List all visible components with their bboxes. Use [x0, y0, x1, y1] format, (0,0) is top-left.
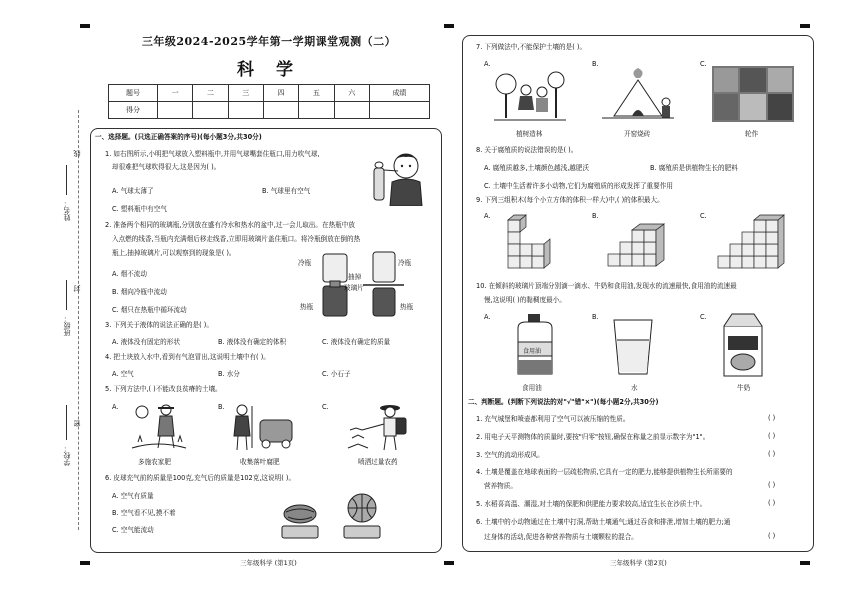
margin-label-seal: 封 [73, 285, 81, 292]
score-table-header-row [109, 85, 430, 102]
margin-label-line: 线 [73, 150, 81, 157]
q1-option-c[interactable]: C. 塑料瓶中有空气 [112, 205, 167, 213]
q1-option-b[interactable]: B. 气球里有空气 [262, 187, 311, 195]
q9-text: 9. 下列三组积木(每个小立方体的体积一样大)中,( )的体积最大。 [476, 196, 664, 204]
judgement-answer-5[interactable]: ( ) [768, 499, 776, 507]
judgement-item-4-cont: 营养物质。 [484, 482, 517, 490]
score-cell[interactable] [158, 102, 193, 119]
q6-text: 6. 皮球充气前的质量是100克,充气后的质量是102克,这说明( )。 [105, 474, 296, 482]
binding-dashed-line [78, 110, 79, 530]
score-table-score-row [109, 102, 430, 119]
q10-water-glass-illustration [612, 318, 654, 376]
table-cell: 六 [334, 85, 369, 102]
margin-label-name: 姓名： [63, 200, 71, 221]
q10-option-c[interactable]: C. [700, 313, 707, 321]
q7-option-c[interactable]: C. [700, 60, 707, 68]
q8-option-a[interactable]: A. 腐殖质越多,土壤颜色越浅,越肥沃 [484, 164, 590, 172]
q10-caption-a: 食用油 [522, 384, 542, 392]
registration-mark-top-right [800, 24, 810, 28]
name-underline[interactable] [66, 165, 67, 195]
section1-heading: 一、选择题。(只选正确答案的序号)(每小题3分,共30分) [95, 133, 262, 141]
table-cell: 五 [299, 85, 334, 102]
q1-option-a[interactable]: A. 气球太薄了 [112, 187, 154, 195]
q2-option-a[interactable]: A. 烟不流动 [112, 270, 147, 278]
q10-text-line1: 10. 在倾斜的玻璃片顶端分别滴一滴水、牛奶和食用油,发现水的流速最快,食用油的流速最 [476, 282, 737, 290]
q10-caption-b: 水 [631, 384, 638, 392]
table-cell: 二 [193, 85, 228, 102]
q6-option-b[interactable]: B. 空气看不见,摸不着 [112, 509, 176, 517]
q9-blocks-b-illustration [604, 218, 676, 274]
judgement-item-2: 2. 用电子天平测物体的质量时,要按"归零"按钮,确保在称量之前显示数字为"1"。 [476, 433, 710, 441]
q4-text: 4. 把土块放入水中,看到有气泡冒出,这说明土壤中有( )。 [105, 353, 270, 361]
q9-option-b[interactable]: B. [592, 212, 599, 220]
q2-label-cold-right: 冷瓶 [398, 259, 412, 267]
judgement-answer-6[interactable]: ( ) [768, 532, 776, 540]
q10-option-a[interactable]: A. [484, 313, 491, 321]
exam-title: 三年级2024-2025学年第一学期课堂观测（二） [141, 35, 397, 48]
judgement-item-4: 4. 土壤是覆盖在地球表面的一层疏松物质,它具有一定的肥力,能够提供植物生长所需要的 [476, 468, 733, 476]
q6-option-c[interactable]: C. 空气能流动 [112, 526, 154, 534]
q9-option-c[interactable]: C. [700, 212, 707, 220]
judgement-answer-3[interactable]: ( ) [768, 450, 776, 458]
q8-text: 8. 关于腐殖质的说法错误的是( )。 [476, 146, 578, 154]
table-cell: 一 [158, 85, 193, 102]
q6-inflated-ball-scale-illustration [340, 490, 384, 540]
q5-option-b[interactable]: B. [218, 403, 225, 411]
judgement-item-6: 6. 土壤中的小动物通过在土壤中打洞,帮助土壤通气;通过吞食和排泄,增加土壤的肥力;通 [476, 518, 731, 526]
margin-label-school: 学校： [63, 445, 71, 466]
registration-mark-top-left [80, 24, 90, 28]
judgement-answer-2[interactable]: ( ) [768, 432, 776, 440]
margin-label-class: 班级： [63, 315, 71, 336]
q2-text-line2: 入点燃的线香,当瓶内充满烟后移走线香,立即用玻璃片盖住瓶口。将冷瓶倒放在倒的热 [112, 235, 361, 243]
q7-caption-a: 植树造林 [516, 130, 543, 138]
q6-deflated-ball-scale-illustration [278, 494, 322, 540]
q10-cooking-oil-bottle-illustration [510, 312, 560, 378]
q9-option-a[interactable]: A. [484, 212, 491, 220]
judgement-item-5: 5. 水稻喜高温、潮湿,对土壤的保肥和供肥能力要求较高,适宜生长在沙质土中。 [476, 500, 707, 508]
q4-option-b[interactable]: B. 水分 [218, 370, 240, 378]
q7-option-b[interactable]: B. [592, 60, 599, 68]
judgement-answer-1[interactable]: ( ) [768, 414, 776, 422]
table-cell: 得分 [109, 102, 158, 119]
margin-label-secret: 密 [73, 420, 81, 427]
page1-footer: 三年级科学 (第1页) [240, 559, 297, 567]
q3-option-b[interactable]: B. 液体没有确定的体积 [218, 338, 287, 346]
q5-text: 5. 下列方法中,( )不能改良贫瘠的土壤。 [105, 385, 222, 393]
judgement-item-1: 1. 充气城堡和喷壶都利用了空气可以被压缩的性质。 [476, 415, 630, 423]
judgement-item-3: 3. 空气的流动形成风。 [476, 451, 544, 459]
q5-caption-c: 喷洒过量农药 [358, 458, 398, 466]
table-cell: 成绩 [369, 85, 429, 102]
q2-label-glass: 玻璃片 [344, 284, 364, 292]
q10-text-line2: 慢,这说明( )的黏稠度最小。 [484, 296, 566, 304]
table-cell: 题号 [109, 85, 158, 102]
score-cell[interactable] [263, 102, 298, 119]
subject-title: 科 学 [237, 60, 301, 80]
q10-milk-carton-illustration [718, 312, 768, 378]
q2-label-remove: 抽掉 [348, 273, 362, 281]
q7-caption-c: 轮作 [745, 130, 759, 138]
q7-brick-kiln-illustration [600, 66, 676, 122]
q1-text-line2: 却很难把气球吹得很大,这是因为( )。 [112, 163, 221, 171]
q3-text: 3. 下列关于液体的说法正确的是( )。 [105, 321, 213, 329]
registration-mark-top-center [444, 24, 454, 28]
q9-blocks-c-illustration [714, 212, 788, 274]
score-cell[interactable] [369, 102, 429, 119]
q10-option-b[interactable]: B. [592, 313, 599, 321]
judgement-answer-4[interactable]: ( ) [768, 481, 776, 489]
q2-label-hot-right: 热瓶 [400, 303, 414, 311]
q7-text: 7. 下列做法中,不能保护土壤的是( )。 [476, 43, 587, 51]
registration-mark-bottom-right [800, 561, 810, 565]
q4-option-c[interactable]: C. 小石子 [322, 370, 351, 378]
school-underline[interactable] [66, 405, 67, 440]
q2-label-cold-left: 冷瓶 [298, 259, 312, 267]
page2-footer: 三年级科学 (第2页) [610, 559, 667, 567]
q1-boy-balloon-illustration [368, 148, 430, 206]
section2-heading: 二、判断题。(判断下列说法的对"√"错"×")(每小题2分,共30分) [468, 398, 659, 406]
judgement-item-6-cont: 过身体的活动,促进各种营养物质与土壤颗粒的混合。 [484, 533, 638, 541]
score-cell[interactable] [334, 102, 369, 119]
q2-label-hot-left: 热瓶 [300, 303, 314, 311]
score-cell[interactable] [228, 102, 263, 119]
registration-mark-bottom-left [80, 561, 90, 565]
q3-option-a[interactable]: A. 液体没有固定的形状 [112, 338, 180, 346]
score-cell[interactable] [193, 102, 228, 119]
q2-text-line3: 瓶上,抽掉玻璃片,可以观察到的现象是( )。 [112, 249, 236, 257]
q5-option-c[interactable]: C. [322, 403, 329, 411]
q2-text-line1: 2. 准备两个相同的玻璃瓶,分别放在盛有冷水和热水的盆中,过一会儿取出。在热瓶中放 [105, 221, 355, 229]
q4-option-a[interactable]: A. 空气 [112, 370, 134, 378]
q8-option-b[interactable]: B. 腐殖质是供植物生长的肥料 [650, 164, 738, 172]
q2-option-c[interactable]: C. 烟只在热瓶中循环流动 [112, 306, 187, 314]
q5-option-a[interactable]: A. [112, 403, 119, 411]
table-cell: 三 [228, 85, 263, 102]
score-cell[interactable] [299, 102, 334, 119]
q5-caption-a: 多施农家肥 [138, 458, 171, 466]
class-underline[interactable] [66, 280, 67, 310]
q7-tree-planting-illustration [492, 66, 568, 122]
q8-option-c[interactable]: C. 土壤中生活着许多小动物,它们为腐殖质的形成发挥了重要作用 [484, 182, 673, 190]
q5-leaf-compost-illustration [230, 402, 296, 452]
q1-text-line1: 1. 如右图所示,小明把气球放入塑料瓶中,并用气球嘴套住瓶口,用力吹气球, [105, 150, 320, 158]
q5-pesticide-spraying-illustration [346, 400, 412, 452]
q7-caption-b: 开窑烧砖 [624, 130, 651, 138]
q5-caption-b: 收集落叶腐肥 [240, 458, 280, 466]
q7-crop-rotation-photo [712, 66, 794, 122]
q10-bottle-label: 食用油 [523, 348, 542, 355]
q6-option-a[interactable]: A. 空气有质量 [112, 492, 154, 500]
q10-caption-c: 牛奶 [737, 384, 751, 392]
q7-option-a[interactable]: A. [484, 60, 491, 68]
q2-option-b[interactable]: B. 烟向冷瓶中流动 [112, 288, 167, 296]
score-table [108, 84, 430, 119]
table-cell: 四 [263, 85, 298, 102]
registration-mark-bottom-center [444, 561, 454, 565]
q9-blocks-a-illustration [500, 212, 560, 274]
q5-farmer-manure-illustration [128, 402, 190, 452]
q3-option-c[interactable]: C. 液体没有确定的质量 [322, 338, 391, 346]
